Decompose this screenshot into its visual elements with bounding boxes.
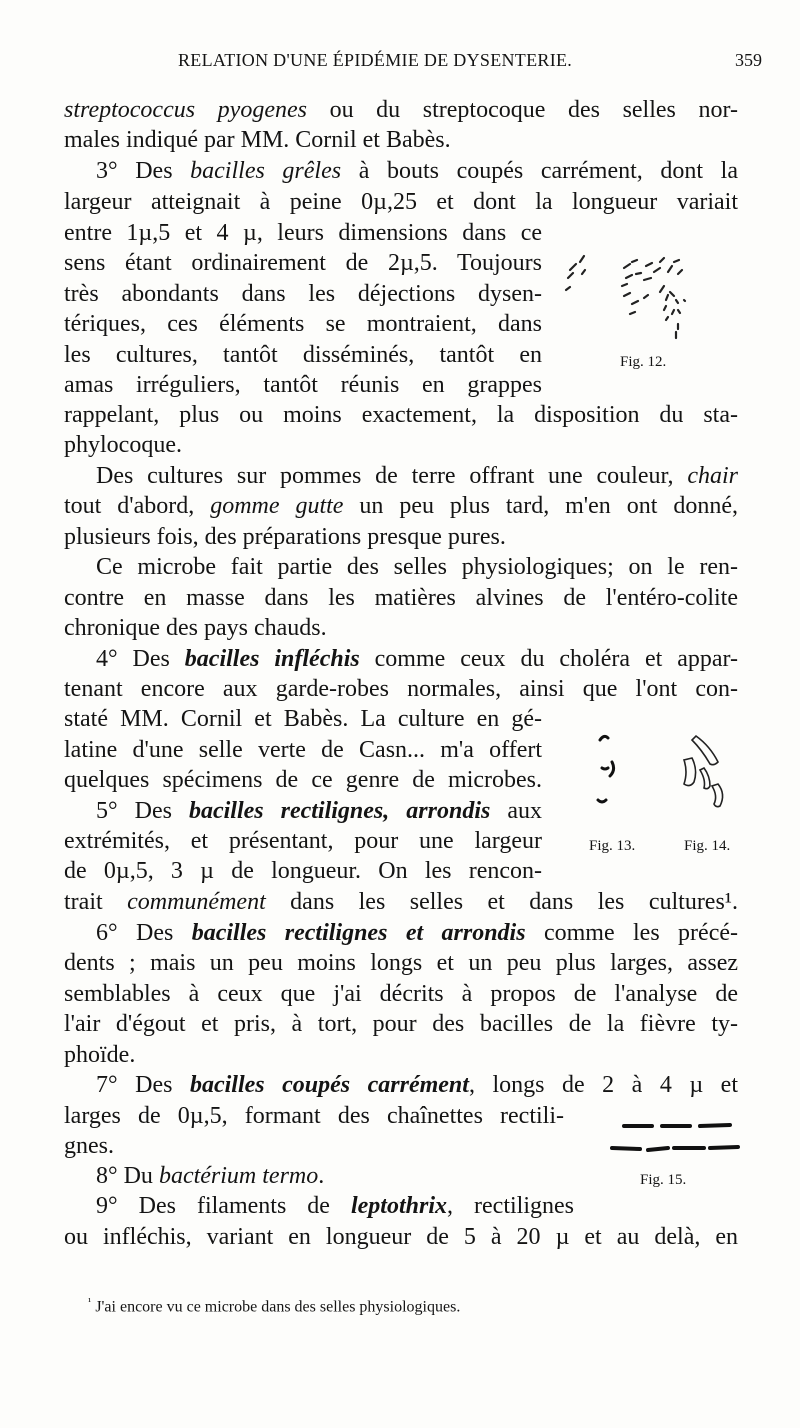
- text-line: phylocoque.: [64, 432, 182, 458]
- text-line: amas irréguliers, tantôt réunis en grappes: [64, 372, 542, 398]
- text-line: les cultures, tantôt disséminés, tantôt en: [64, 342, 542, 368]
- text-line: 9° Des filaments de leptothrix, rectilignes: [96, 1193, 574, 1219]
- text-line: tout d'abord, gomme gutte un peu plus tard, m'en ont donné,: [64, 493, 738, 519]
- page-number: 359: [735, 50, 762, 70]
- text-line: chronique des pays chauds.: [64, 615, 327, 641]
- figure-15-caption: Fig. 15.: [640, 1172, 687, 1188]
- figure-14-caption: Fig. 14.: [684, 838, 731, 854]
- text-line: plusieurs fois, des préparations presque pures.: [64, 524, 506, 550]
- text-line: sens étant ordinairement de 2µ,5. Toujours: [64, 250, 542, 276]
- text-line: rappelant, plus ou moins exactement, la disposition du sta-: [64, 402, 738, 428]
- text-line: Des cultures sur pommes de terre offrant une couleur, chair: [96, 463, 738, 489]
- text-line: trait communément dans les selles et dans les cultures¹.: [64, 889, 738, 915]
- figure-15-illustration: [604, 1110, 744, 1160]
- text-line: tenant encore aux garde-robes normales, ainsi que l'ont con-: [64, 676, 738, 702]
- text-line: phoïde.: [64, 1042, 136, 1068]
- text-line: l'air d'égout et pris, à tort, pour des bacilles de la fièvre ty-: [64, 1011, 738, 1037]
- footnote-text: J'ai encore vu ce microbe dans des selles physiologiques.: [95, 1298, 461, 1316]
- text-line: larges de 0µ,5, formant des chaînettes rectili-: [64, 1103, 564, 1129]
- footnote: [88, 1296, 460, 1316]
- footnote-mark: ¹: [88, 1296, 92, 1308]
- text-line: dents ; mais un peu moins longs et un peu plus larges, assez: [64, 950, 738, 976]
- text-line: de 0µ,5, 3 µ de longueur. On les rencon-: [64, 858, 542, 884]
- figure-13-caption: Fig. 13.: [589, 838, 636, 854]
- text-line: ou infléchis, variant en longueur de 5 à 20 µ et au delà, en: [64, 1224, 738, 1250]
- text-line: staté MM. Cornil et Babès. La culture en gé-: [64, 706, 542, 732]
- figure-12-illustration: [560, 248, 740, 346]
- text-line: quelques spécimens de ce genre de microbes.: [64, 767, 542, 793]
- text-line: 7° Des bacilles coupés carrément, longs de 2 à 4 µ et: [96, 1072, 739, 1098]
- text-line: 4° Des bacilles infléchis comme ceux du choléra et appar-: [96, 646, 739, 672]
- text-line: contre en masse dans les matières alvines de l'entéro-colite: [64, 585, 738, 611]
- text-line: streptococcus pyogenes ou du streptocoque des selles nor-: [64, 97, 738, 123]
- running-header: [60, 50, 762, 80]
- text-line: gnes.: [64, 1133, 114, 1159]
- figure-14-illustration: [668, 728, 738, 812]
- text-line: très abondants dans les déjections dysen-: [64, 281, 542, 307]
- text-line: males indiqué par MM. Cornil et Babès.: [64, 127, 451, 153]
- text-line: extrémités, et présentant, pour une largeur: [64, 828, 542, 854]
- text-line: tériques, ces éléments se montraient, dans: [64, 311, 542, 337]
- text-line: 6° Des bacilles rectilignes et arrondis comme les précé-: [96, 920, 738, 946]
- text-line: Ce microbe fait partie des selles physiologiques; on le ren-: [96, 554, 738, 580]
- text-line: 5° Des bacilles rectilignes, arrondis aux: [96, 798, 542, 824]
- text-line: 3° Des bacilles grêles à bouts coupés carrément, dont la: [96, 158, 738, 184]
- text-line: entre 1µ,5 et 4 µ, leurs dimensions dans ce: [64, 220, 542, 246]
- figure-12-caption: Fig. 12.: [620, 354, 667, 370]
- text-line: 8° Du bactérium termo.: [96, 1163, 325, 1189]
- text-line: semblables à ceux que j'ai décrits à propos de l'analyse de: [64, 981, 738, 1007]
- figure-13-illustration: [590, 728, 620, 808]
- text-line: latine d'une selle verte de Casn... m'a offert: [64, 737, 542, 763]
- text-line: largeur atteignait à peine 0µ,25 et dont la longueur variait: [64, 189, 738, 215]
- running-title: RELATION D'UNE ÉPIDÉMIE DE DYSENTERIE.: [178, 50, 573, 70]
